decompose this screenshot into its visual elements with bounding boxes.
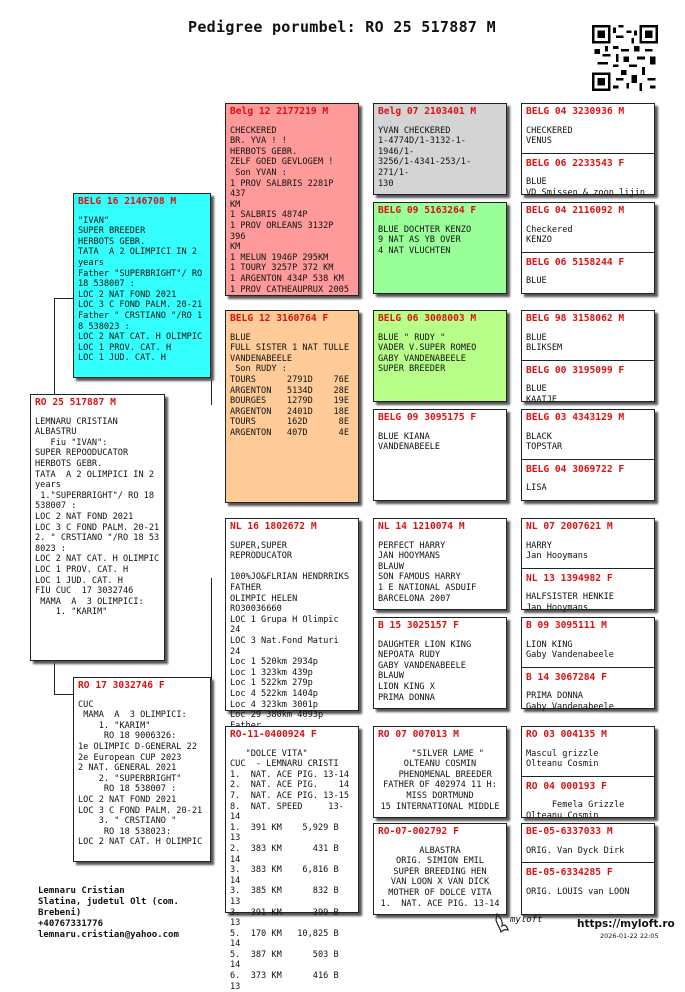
note-line: SUPER BREEDER [378, 364, 446, 375]
note-line: SUPER REPOODUCATOR [35, 448, 129, 459]
ring-number: BELG 06 2233543 F [526, 157, 625, 169]
note-line: 8023 : [35, 543, 67, 554]
note-line: BLUE DOCHTER KENZO [378, 224, 472, 235]
note-line: RO 18 9006326: [78, 731, 177, 742]
ring-number: RO 04 000193 F [526, 780, 607, 792]
ancestor-pair-card[interactable] [521, 617, 655, 712]
note-line: MISS DORTMUND [406, 790, 474, 801]
ancestor-card[interactable] [225, 518, 359, 721]
note-line: CHECKERED [526, 125, 573, 136]
note-line: 1. NAT. ACE PIG. 13-14 [230, 769, 349, 780]
note-line: LISA [526, 483, 547, 494]
card-notes [230, 126, 354, 296]
note-line: YVAN CHECKERED [378, 125, 451, 136]
note-line: PRIMA DONNA [526, 691, 583, 702]
subject-card[interactable] [30, 394, 165, 661]
card-notes [526, 691, 650, 712]
note-line: 3. 385 KM 832 B 13 [230, 886, 344, 907]
sire-card[interactable] [73, 193, 211, 378]
note-line: BLIKSEM [526, 343, 563, 354]
note-line: VANDENABEELE [378, 442, 441, 453]
note-line: ORIG. Van Dyck Dirk [526, 845, 625, 856]
note-line [230, 562, 354, 573]
card-notes [230, 749, 354, 992]
note-line: 4 NAT VLUCHTEN [378, 245, 451, 256]
note-line: LOC 2 NAT CAT. H OLIMPIC [78, 837, 203, 848]
note-line: 1. 391 KM 5,929 B 13 [230, 822, 344, 844]
brand-name: myloft [510, 915, 543, 925]
note-line: LOC 2 NAT CAT. H OLIMPIC [78, 332, 203, 343]
card-notes [526, 177, 650, 198]
note-line: VADER V.SUPER ROMEO [378, 343, 477, 354]
note-line: 8 538023 : [78, 321, 130, 332]
note-line: "IVAN" [78, 215, 110, 226]
note-line: 130 [378, 178, 394, 189]
note-line: 2 NAT. GENERAL 2021 [78, 763, 177, 774]
ancestor-card[interactable] [225, 310, 359, 503]
ring-number: B 09 3095111 M [526, 620, 607, 631]
note-line: Gaby Vandenabeele [526, 650, 614, 661]
ring-number: BELG 16 2146708 M [78, 196, 177, 207]
note-line: BLUE KIANA [378, 431, 430, 442]
note-line: KM [230, 242, 241, 253]
ancestor-card[interactable] [225, 103, 359, 296]
ancestor-pair-card[interactable] [521, 823, 655, 915]
card-notes [378, 846, 502, 910]
note-line: JAN HOOYMANS [378, 551, 441, 562]
note-line: Loc 4 323km 3001p [230, 699, 318, 710]
ring-number: BELG 06 5158244 F [526, 256, 625, 268]
note-line: BARCELONA 2007 [378, 593, 451, 604]
note-line: BLAUW [378, 671, 404, 682]
note-line: LOC 1 JUD. CAT. H [35, 575, 123, 586]
note-line: ORIG. SIMION EMIL [396, 856, 484, 867]
note-line: 1 PROV ORLEANS 3132P 396 [230, 220, 339, 242]
ring-number: BELG 12 3160764 F [230, 313, 329, 324]
note-line: Olteanu Cosmin [526, 759, 599, 770]
pigeon-logo-icon [494, 912, 510, 934]
card-notes [526, 541, 650, 562]
ring-number: BE-05-6337033 M [526, 826, 613, 837]
qr-code [592, 25, 658, 91]
note-line: TATA A 2 OLIMPICI IN 2 [35, 469, 154, 480]
note-line: PHENOMENAL BREEDER [388, 769, 492, 780]
card-notes [378, 541, 502, 605]
note-line: VAN LOON X VAN DICK [390, 877, 490, 888]
note-line: Loc 1 520km 2934p [230, 657, 318, 668]
note-line: years [35, 480, 61, 491]
note-line: Loc 4 522km 1404p [230, 688, 318, 699]
card-notes [378, 749, 502, 813]
card-notes [526, 225, 650, 246]
note-line: LOC 1 PROV. CAT. H [35, 564, 129, 575]
note-line: 1. "KARIM" [35, 607, 108, 618]
note-line: 1 PROV SALBRIS 2281P 437 [230, 178, 339, 200]
note-line: Loc 29 380km 4093p [230, 710, 324, 721]
timestamp: 2026-01-22 22:05 [600, 932, 659, 940]
note-line: DAUGHTER LION KING [378, 639, 472, 650]
card-notes [526, 126, 650, 147]
card-notes [526, 749, 650, 770]
note-line: 1. NAT. ACE PIG. 13-14 [380, 898, 500, 909]
note-line: LOC 3 C FOND PALM. 20-21 [78, 805, 203, 816]
note-line: SON FAMOUS HARRY [378, 572, 461, 583]
note-line: KM [230, 199, 241, 210]
ancestor-card[interactable] [373, 202, 507, 294]
note-line: Fiu "IVAN": [35, 437, 108, 448]
ring-number: BELG 09 5163264 F [378, 205, 477, 216]
note-line: 1 MELUN 1946P 295KM [230, 252, 329, 263]
note-line: Loc 1 522km 279p [230, 678, 313, 689]
note-line: LOC 2 NAT FOND 2021 [78, 794, 177, 805]
note-line: 1 PROV CATHEAUPRUX 2005 [230, 284, 349, 295]
note-line: GABY VANDENABEELE [378, 353, 466, 364]
note-line: 5. 387 KM 503 B 14 [230, 949, 344, 971]
note-line: KAATJE [526, 394, 558, 405]
note-line: Jan Hooymans [526, 602, 589, 613]
note-line: LOC 2 NAT FOND 2021 [35, 511, 134, 522]
note-line: MOTHER OF DOLCE VITA [388, 887, 492, 898]
card-notes [378, 126, 502, 190]
ancestor-card[interactable] [373, 823, 507, 915]
note-line: VANDENABEELE [230, 353, 293, 364]
ring-number: BELG 04 3230936 M [526, 106, 625, 117]
note-line: years [78, 257, 104, 268]
note-line: RO 18 538007 : [78, 784, 177, 795]
note-line: ARGENTON 5134D 28E [230, 385, 349, 396]
ring-number: BELG 98 3158062 M [526, 313, 625, 324]
note-line: Jan Hooymans [526, 551, 589, 562]
note-line: BLUE [526, 177, 547, 188]
note-line: 100%JO&FLRIAN HENDRRIKS [230, 572, 349, 583]
ring-number: BE-05-6334285 F [526, 867, 613, 879]
ring-number: B 14 3067284 F [526, 671, 607, 683]
note-line: 18 538007 : [78, 279, 135, 290]
note-line: 2. NAT. ACE PIG. 14 [230, 780, 349, 791]
note-line: LOC 2 NAT CAT. H OLIMPIC [35, 554, 160, 565]
ancestor-card[interactable] [373, 726, 507, 818]
note-line: TOPSTAR [526, 442, 563, 453]
note-line: 2e European CUP 2023 [78, 752, 182, 763]
card-notes [526, 800, 650, 821]
note-line: 5. 170 KM 10,825 B 14 [230, 928, 344, 950]
ancestor-pair-card[interactable] [521, 409, 655, 501]
owner-address: Slatina, judetul Olt (com. [38, 897, 179, 907]
note-line: ALBASTRU [35, 427, 77, 438]
note-line: LOC 3 Nat.Fond Maturi 24 [230, 635, 344, 657]
note-line: LOC 2 NAT FOND 2021 [78, 289, 177, 300]
ring-number: B 15 3025157 F [378, 620, 459, 631]
ancestor-card[interactable] [373, 518, 507, 610]
card-notes [378, 333, 502, 375]
note-line: PRIMA DONNA [378, 692, 435, 703]
ring-number: Belg 12 2177219 M [230, 106, 329, 117]
note-line: CUC [78, 699, 94, 710]
card-notes [378, 432, 502, 453]
owner-name: Lemnaru Cristian [38, 886, 125, 896]
note-line: 1 ARGENTON 434P 538 KM [230, 273, 344, 284]
ancestor-card[interactable] [373, 617, 507, 709]
connector [211, 578, 226, 778]
note-line: LOC 1 JUD. CAT. H [78, 353, 166, 364]
ancestor-pair-card[interactable] [521, 202, 655, 294]
note-line: CHECKERED [230, 125, 277, 136]
ring-number: NL 07 2007621 M [526, 521, 613, 532]
note-line: 1."SUPERBRIGHT"/ RO 18 [35, 490, 155, 501]
note-line: TOURS 2791D 76E [230, 374, 349, 385]
note-line: ARGENTON 407D 4E [230, 427, 349, 438]
note-line: BOURGES 1279D 19E [230, 396, 349, 407]
note-line: MAMA A 3 OLIMPICI: [78, 710, 187, 721]
card-notes [526, 640, 650, 661]
note-line: 2. " CRSTIANO "/RO 18 53 [35, 533, 160, 544]
note-line: VD Smissen & zoon lijin [526, 187, 645, 198]
note-line: SUPER BREEDER [78, 226, 146, 237]
card-notes [526, 276, 650, 287]
note-line: BLUE [526, 384, 547, 395]
note-line: HARRY [526, 540, 552, 551]
note-line: 15 INTERNATIONAL MIDDLE [380, 801, 500, 812]
card-notes [230, 333, 354, 439]
ring-number: BELG 04 2116092 M [526, 205, 625, 216]
note-line: 7. NAT. ACE PIG. 13-15 [230, 790, 349, 801]
note-line: GABY VANDENABEELE [378, 660, 466, 671]
note-line: OLTEANU COSMIN [403, 759, 477, 770]
note-line: BR. YVA ! ! [230, 136, 287, 147]
note-line: 3. 383 KM 6,816 B 14 [230, 865, 344, 886]
ring-number: RO 17 3032746 F [78, 680, 165, 691]
connector [54, 298, 74, 395]
owner-contact [38, 886, 179, 941]
note-line: RO 18 538023: [78, 826, 172, 837]
ring-number: BELG 00 3195099 F [526, 364, 625, 376]
note-line: Loc 1 323km 439p [230, 667, 313, 678]
ring-number: BELG 03 4343129 M [526, 412, 625, 423]
owner-email: lemnaru.cristian@yahoo.com [38, 930, 179, 940]
owner-phone: +40767331776 [38, 919, 104, 929]
note-line: LOC 1 PROV. CAT. H [78, 342, 172, 353]
note-line: Checkered [526, 224, 573, 235]
note-line: BLUE [230, 332, 251, 343]
note-line: Father " CRSTIANO "/RO 1 [78, 310, 203, 321]
card-notes [378, 640, 502, 704]
connector [54, 662, 74, 695]
ring-number: RO 07 007013 M [378, 729, 459, 740]
note-line: MAMA A 3 OLIMPICI: [35, 596, 144, 607]
note-line: PERFECT HARRY [378, 540, 446, 551]
ring-number: RO-07-002792 F [378, 826, 459, 837]
ring-number: BELG 09 3095175 F [378, 412, 477, 423]
note-line: BLUE " RUDY " [378, 332, 446, 343]
note-line: FIU CUC 17 3032746 [35, 586, 134, 597]
card-notes [78, 700, 206, 848]
ring-number: BELG 06 3008003 M [378, 313, 477, 324]
note-line: 538007 : [35, 501, 77, 512]
card-notes [526, 333, 650, 354]
note-line: 1 TOURY 3257P 372 KM [230, 263, 334, 274]
ring-number: BELG 04 3069722 F [526, 463, 625, 475]
note-line: HALFSISTER HENKIE [526, 592, 614, 603]
note-line: VENUS [526, 136, 552, 147]
note-line: BLUE [526, 332, 547, 343]
note-line: ZELF GOED GEVLOGEM ! [230, 157, 334, 168]
ring-number: RO-11-0400924 F [230, 729, 317, 740]
note-line: "DOLCE VITA" [230, 748, 308, 759]
ancestor-card[interactable] [373, 103, 507, 195]
note-line: BLACK [526, 431, 552, 442]
ring-number: RO 03 004135 M [526, 729, 607, 740]
ancestor-pair-card[interactable] [521, 310, 655, 405]
ring-number: RO 25 517887 M [35, 397, 116, 408]
note-line: LION KING X [378, 681, 435, 692]
note-line: LOC 3 C FOND PALM. 20-21 [35, 522, 160, 533]
note-line: 3. 391 KM 399 B 13 [230, 907, 344, 929]
note-line: 1e OLIMPIC D-GENERAL 22 [78, 741, 197, 752]
note-line: Son YVAN : [230, 167, 287, 178]
note-line: SUPER BREEDING HEN [393, 866, 487, 877]
note-line: TATA A 2 OLIMPICI IN 2 [78, 247, 197, 258]
note-line: TOURS 162D 8E [230, 417, 349, 428]
note-line: Gaby Vandenabeele [526, 701, 614, 712]
note-line: Son RUDY : [230, 364, 287, 375]
note-line: 8. NAT. SPEED 13-14 [230, 801, 344, 823]
note-line: KENZO [526, 235, 552, 246]
page-title: Pedigree porumbel: RO 25 517887 M [188, 18, 496, 36]
note-line: 1. "KARIM" [78, 720, 151, 731]
card-notes [35, 417, 160, 618]
note-line: CUC - LEMNARU CRISTI [230, 759, 339, 770]
card-notes [78, 216, 206, 364]
note-line: 2. 383 KM 431 B 14 [230, 843, 344, 865]
note-line: HERBOTS GEBR. [230, 146, 298, 157]
ancestor-pair-card[interactable] [521, 518, 655, 613]
ancestor-pair-card[interactable] [521, 103, 655, 198]
note-line: HERBOTS GEBR. [78, 236, 146, 247]
note-line: FATHER [230, 582, 262, 593]
note-line: LEMNARU CRISTIAN [35, 416, 118, 427]
note-line: HERBOTS GEBR. [35, 458, 103, 469]
connector [211, 205, 226, 405]
note-line: Father "SUPERBRIGHT"/ RO [78, 268, 203, 279]
note-line: FULL SISTER 1 NAT TULLE [230, 343, 349, 354]
note-line: "SILVER LAME " [396, 748, 484, 759]
card-notes [526, 483, 650, 494]
note-line: LOC 1 Grupa H Olimpic 24 [230, 614, 344, 636]
note-line: ARGENTON 2401D 18E [230, 406, 349, 417]
card-notes [526, 432, 650, 453]
note-line: 9 NAT AS YB OVER [378, 235, 461, 246]
ring-number: NL 16 1802672 M [230, 521, 317, 532]
card-notes [378, 225, 502, 257]
note-line: Femela Grizzle [526, 800, 625, 811]
note-line: SUPER,SUPER REPRODUCATOR [230, 540, 293, 562]
note-line: 2. "SUPERBRIGHT" [78, 773, 182, 784]
note-line: NEPOATA RUDY [378, 650, 441, 661]
dam-card[interactable] [73, 677, 211, 862]
card-notes [526, 846, 650, 857]
note-line: LOC 3 C FOND PALM. 20-21 [78, 300, 203, 311]
note-line: 1 E NATIONAL ASDUIF [378, 582, 477, 593]
note-line: FATHER OF 402974 11 H: [383, 780, 497, 791]
note-line: Mascul grizzle [526, 748, 599, 759]
card-notes [230, 541, 354, 732]
ancestor-card[interactable] [373, 310, 507, 402]
ancestor-card[interactable] [373, 409, 507, 501]
note-line: OLIMPIC HELEN RO30036660 [230, 593, 303, 615]
ring-number: NL 14 1210074 M [378, 521, 465, 532]
note-line: Olteanu Cosmin [526, 810, 599, 821]
note-line: BLAUW [378, 561, 404, 572]
note-line: ORIG. LOUIS van LOON [526, 886, 630, 897]
owner-address-2: Brebeni) [38, 908, 82, 918]
card-notes [526, 592, 650, 613]
note-line: 1 SALBRIS 4874P [230, 210, 308, 221]
note-line: LION KING [526, 639, 573, 650]
note-line: 6. 373 KM 416 B 13 [230, 971, 344, 992]
ring-number: Belg 07 2103401 M [378, 106, 477, 117]
ancestor-card[interactable] [225, 726, 359, 992]
note-line: 1-4774D/1-3132-1-1946/1- [378, 136, 466, 157]
note-line: BLUE [526, 276, 547, 287]
site-url-link[interactable]: https://myloft.ro [577, 918, 675, 930]
card-notes [526, 887, 650, 898]
note-line: 3. " CRSTIANO " [78, 816, 177, 827]
note-line: 3256/1-4341-253/1-271/1- [378, 157, 472, 178]
ancestor-pair-card[interactable] [521, 726, 655, 821]
ring-number: NL 13 1394982 F [526, 572, 613, 584]
card-notes [526, 384, 650, 405]
note-line: ALBASTRA [419, 845, 461, 856]
